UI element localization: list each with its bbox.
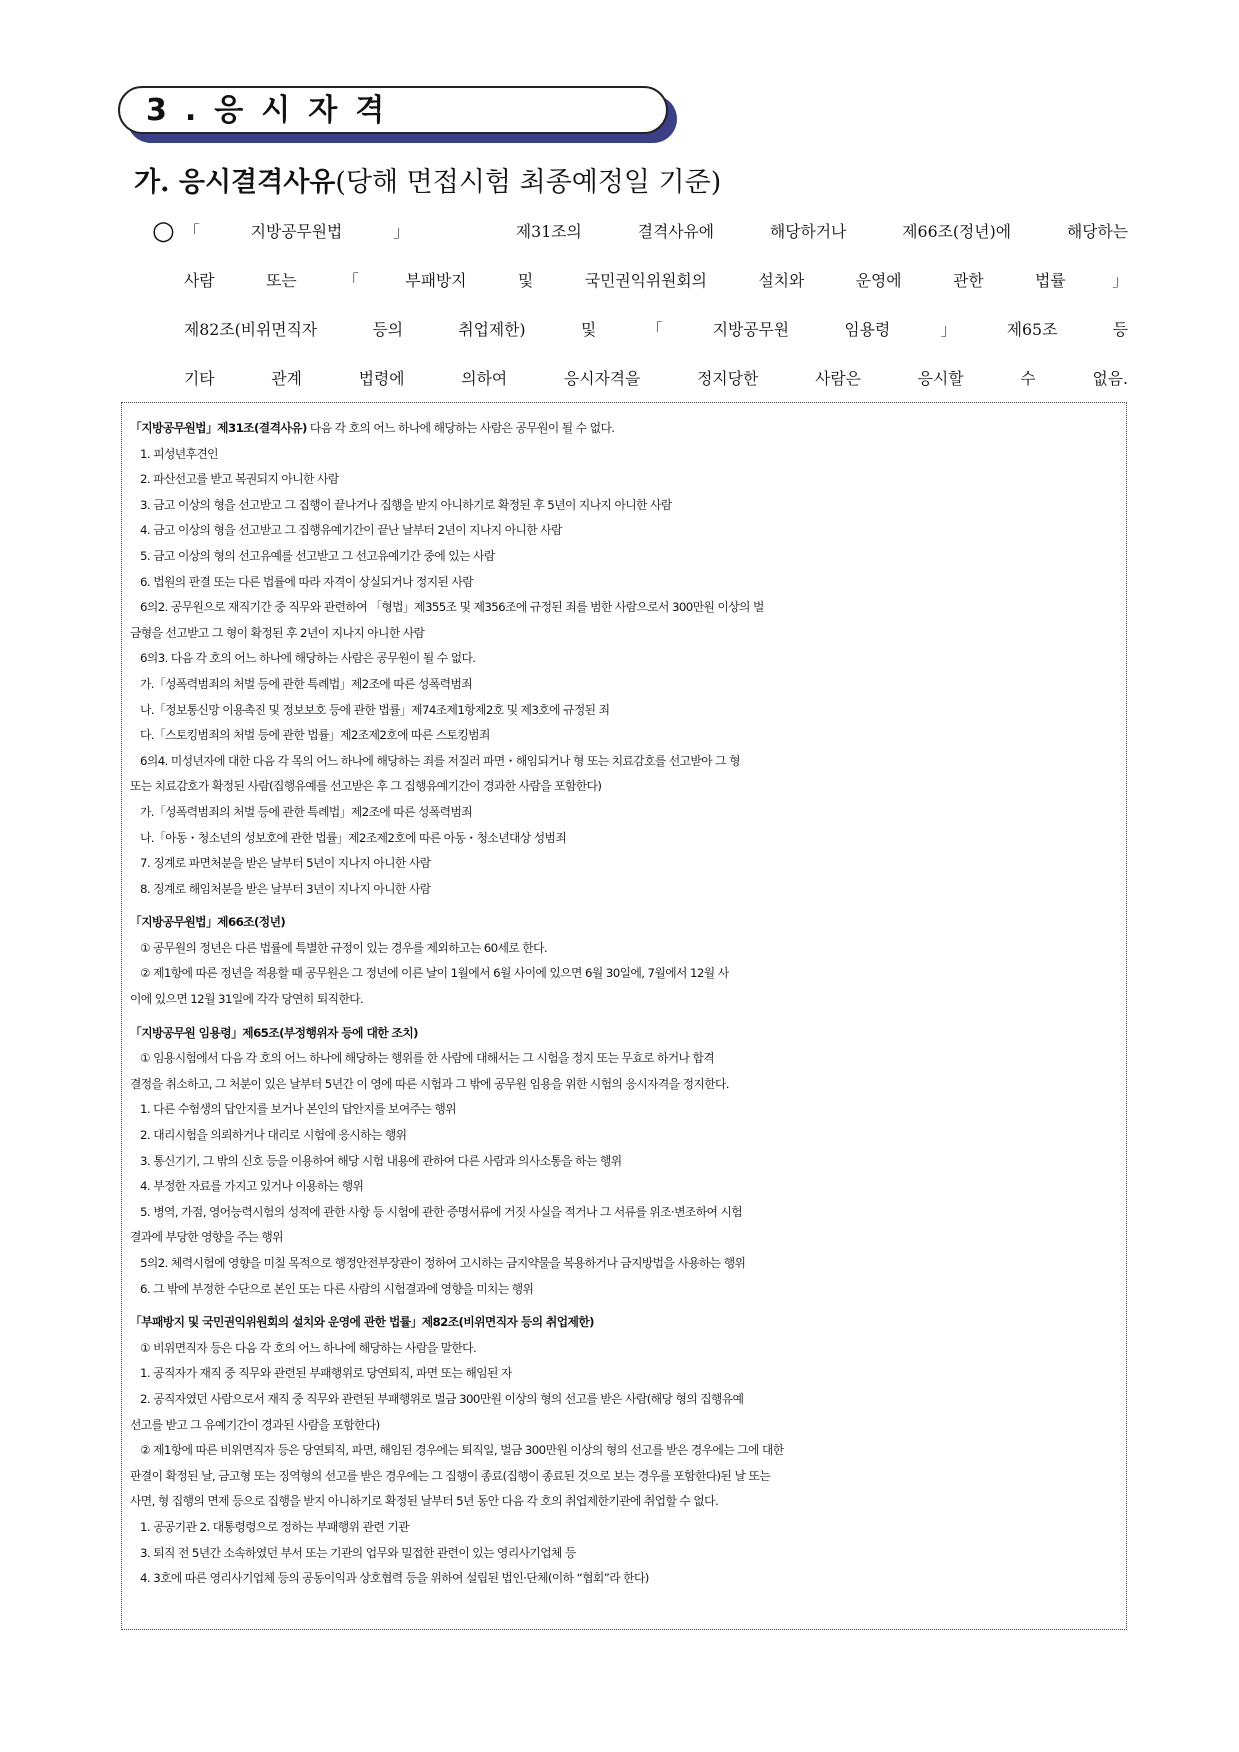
law-line: 4. 금고 이상의 형을 선고받고 그 집행유예기간이 끝난 날부터 2년이 지나지 아니한 사람 [140, 523, 562, 538]
law-line: 나.「아동・청소년의 성보호에 관한 법률」제2조제2호에 따른 아동・청소년대상 성범죄 [140, 830, 567, 845]
paragraph-line: 사람 또는「부패방지 및 국민권익위원회의 설치와 운영에 관한 법률」 [184, 271, 1128, 290]
law-line: 6의4. 미성년자에 대한 다음 각 목의 어느 하나에 해당하는 죄를 저질러 파면・해임되거나 형 또는 치료감호를 선고받아 그 형 [140, 753, 740, 768]
paragraph-line: 기타 관계 법령에 의하여 응시자격을 정지당한 사람은 응시할 수 없음. [184, 369, 1128, 388]
art66-title: 「지방공무원법」제66조(정년) [130, 915, 286, 930]
law-line: 4. 부정한 자료를 가지고 있거나 이용하는 행위 [140, 1179, 364, 1194]
heading-note: (당해 면접시험 최종예정일 기준) [335, 167, 722, 198]
law-line: 6의2. 공무원으로 재직기간 중 직무와 관련하여 「형법」제355조 및 제356조에 규정된 죄를 범한 사람으로서 300만원 이상의 벌 [140, 600, 764, 615]
section-tab [118, 86, 680, 146]
law-line: ② 제1항에 따른 비위면직자 등은 당연퇴직, 파면, 해임된 경우에는 퇴직일, 벌금 300만원 이상의 형의 선고를 받은 경우에는 그에 대한 [140, 1443, 784, 1458]
law-line: 금형을 선고받고 그 형이 확정된 후 2년이 지나지 아니한 사람 [130, 625, 425, 640]
law-line: 5. 병역, 가점, 영어능력시험의 성적에 관한 사항 등 시험에 관한 증명서류에 거짓 사실을 적거나 그 서류를 위조·변조하여 시험 [140, 1204, 743, 1219]
law-line: 결과에 부당한 영향을 주는 행위 [130, 1230, 283, 1245]
law-line: 판결이 확정된 날, 금고형 또는 징역형의 선고를 받은 경우에는 그 집행이 종료(집행이 종료된 것으로 보는 경우를 포함한다)된 날 또는 [130, 1468, 771, 1483]
law-line: 이에 있으면 12월 31일에 각각 당연히 퇴직한다. [130, 992, 364, 1007]
law-line: 3. 퇴직 전 5년간 소속하였던 부서 또는 기관의 업무와 밀접한 관련이 있는 영리사기업체 등 [140, 1545, 576, 1560]
circle-bullet: ○ [152, 216, 175, 246]
law-line: 1. 다른 수험생의 답안지를 보거나 본인의 답안지를 보여주는 행위 [140, 1102, 456, 1117]
heading-label: 가. 응시결격사유 [134, 167, 336, 198]
law-line: 8. 징계로 해임처분을 받은 날부터 3년이 지나지 아니한 사람 [140, 881, 431, 896]
law-line: 6. 그 밖에 부정한 수단으로 본인 또는 다른 사람의 시험결과에 영향을 미치는 행위 [140, 1281, 534, 1296]
law-line: 3. 통신기기, 그 밖의 신호 등을 이용하여 해당 시험 내용에 관하여 다른 사람과 의사소통을 하는 행위 [140, 1153, 622, 1168]
section-gap [130, 902, 1120, 910]
law-line: 1. 피성년후견인 [140, 446, 218, 461]
law-line: ① 임용시험에서 다음 각 호의 어느 하나에 해당하는 행위를 한 사람에 대해서는 그 시험을 정지 또는 무효로 하거나 합격 [140, 1051, 715, 1066]
law-line: 다.「스토킹범죄의 처벌 등에 관한 법률」제2조제2호에 따른 스토킹범죄 [140, 728, 490, 743]
law-line: ① 비위면직자 등은 다음 각 호의 어느 하나에 해당하는 사람을 말한다. [140, 1340, 477, 1355]
law-line: 2. 대리시험을 의뢰하거나 대리로 시험에 응시하는 행위 [140, 1128, 407, 1143]
law-line: 5의2. 체력시험에 영향을 미칠 목적으로 행정안전부장관이 정하여 고시하는 금지약물을 복용하거나 금지방법을 사용하는 행위 [140, 1256, 746, 1270]
law-line: ② 제1항에 따른 정년을 적용할 때 공무원은 그 정년에 이른 날이 1월에서 6월 사이에 있으면 6월 30일에, 7월에서 12월 사 [140, 966, 729, 981]
law-excerpt-content [130, 416, 1120, 1592]
art31-title-row [130, 416, 1120, 442]
law-line: 6. 법원의 판결 또는 다른 법률에 따라 자격이 상실되거나 정지된 사람 [140, 574, 474, 589]
section-gap [130, 1302, 1120, 1310]
law-line: 6의3. 다음 각 호의 어느 하나에 해당하는 사람은 공무원이 될 수 없다. [140, 651, 476, 666]
subsection-heading [134, 165, 721, 201]
law-line: 결정을 취소하고, 그 처분이 있은 날부터 5년간 이 영에 따른 시험과 그 밖에 공무원 임용을 위한 시험의 응시자격을 정지한다. [130, 1076, 729, 1091]
section-tab-box [118, 86, 668, 134]
law-line: 2. 공직자였던 사람으로서 재직 중 직무와 관련된 부패행위로 벌금 300만원 이상의 형의 선고를 받은 사람(해당 형의 집행유예 [140, 1391, 744, 1406]
paragraph-line: 「지방공무원법」 제31조의 결격사유에 해당하거나 제66조(정년)에 해당하는 [184, 222, 1128, 241]
law-line: 7. 징계로 파면처분을 받은 날부터 5년이 지나지 아니한 사람 [140, 856, 431, 871]
law-line: 1. 공직자가 재직 중 직무와 관련된 부패행위로 당연퇴직, 파면 또는 해임된 자 [140, 1366, 512, 1381]
law-line: 나.「정보통신망 이용촉진 및 정보보호 등에 관한 법률」제74조제1항제2호 및 제3호에 규정된 죄 [140, 702, 610, 717]
law-line: 5. 금고 이상의 형의 선고유예를 선고받고 그 선고유예기간 중에 있는 사람 [140, 548, 495, 563]
law-line: 가.「성폭력범죄의 처벌 등에 관한 특례법」제2조에 따른 성폭력범죄 [140, 676, 473, 691]
law-line: 사면, 형 집행의 면제 등으로 집행을 받지 아니하기로 확정된 날부터 5년 동안 다음 각 호의 취업제한기관에 취업할 수 없다. [130, 1494, 719, 1509]
law-line: 1. 공공기관 2. 대통령령으로 정하는 부패행위 관련 기관 [140, 1519, 409, 1534]
law-line: 3. 금고 이상의 형을 선고받고 그 집행이 끝나거나 집행을 받지 아니하기로 확정된 후 5년이 지나지 아니한 사람 [140, 497, 672, 512]
paragraph-line: 제82조(비위면직자 등의 취업제한) 및「지방공무원 임용령」제65조 등 [184, 320, 1128, 339]
art82-title: 「부패방지 및 국민권익위원회의 설치와 운영에 관한 법률」제82조(비위면직자 등의 취업제한) [130, 1315, 594, 1330]
law-line: 4. 3호에 따른 영리사기업체 등의 공동이익과 상호협력 등을 위하여 설립된 법인·단체(이하 “협회”라 한다) [140, 1571, 649, 1586]
art31-title-rest: 다음 각 호의 어느 하나에 해당하는 사람은 공무원이 될 수 없다. [306, 421, 615, 435]
art65-title: 「지방공무원 임용령」제65조(부정행위자 등에 대한 조치) [130, 1025, 418, 1040]
section-gap [130, 1013, 1120, 1021]
law-line: 또는 치료감호가 확정된 사람(집행유예를 선고받은 후 그 집행유예기간이 경과한 사람을 포함한다) [130, 779, 602, 794]
law-line: 선고를 받고 그 유예기간이 경과된 사람을 포함한다) [130, 1417, 380, 1432]
section-title: 3.응시자격 [146, 93, 403, 128]
law-line: 가.「성폭력범죄의 처벌 등에 관한 특례법」제2조에 따른 성폭력범죄 [140, 804, 473, 819]
art31-title: 「지방공무원법」제31조(결격사유) [130, 421, 307, 435]
eligibility-paragraph [152, 207, 1128, 403]
law-line: 2. 파산선고를 받고 복권되지 아니한 사람 [140, 472, 339, 487]
law-line: ① 공무원의 정년은 다른 법률에 특별한 규정이 있는 경우를 제외하고는 60세로 한다. [140, 940, 548, 955]
